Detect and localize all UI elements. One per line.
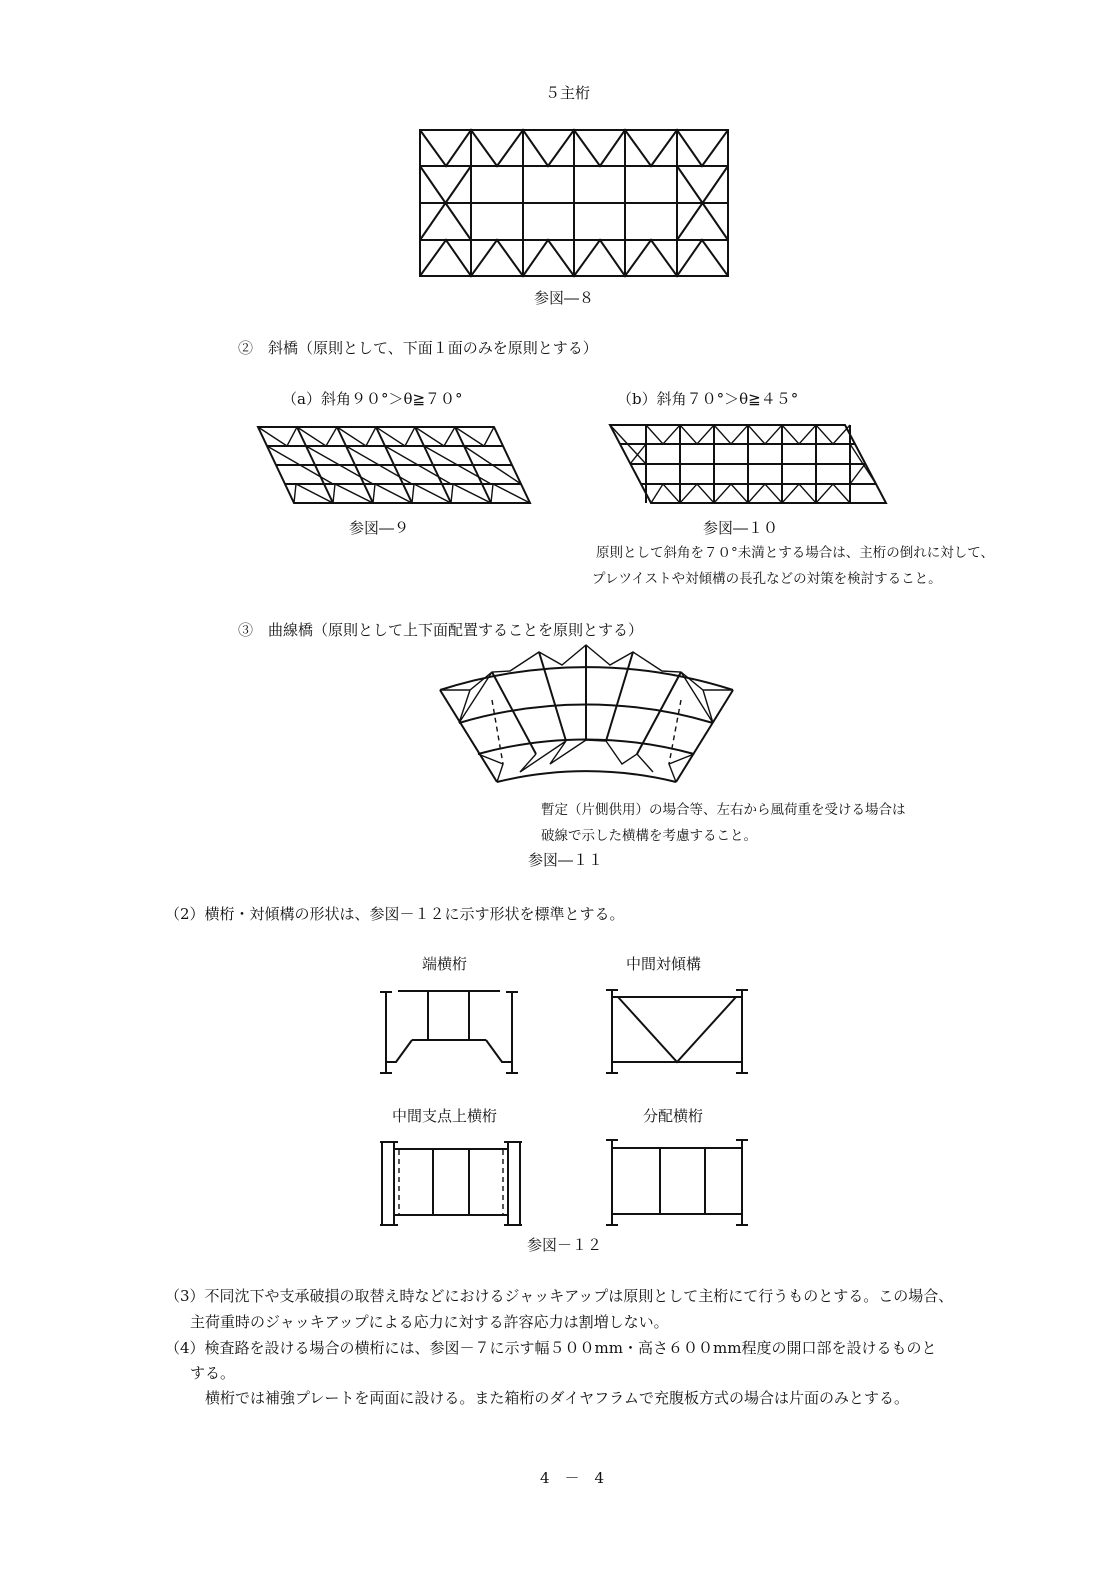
fig12-label-support-cross-beam: 中間支点上横桁 — [392, 1107, 498, 1125]
fig12-label-end-cross-beam: 端横桁 — [422, 955, 468, 973]
paragraph-4-line-3: 横桁では補強プレートを両面に設ける。また箱桁のダイヤフラムで充腹板方式の場合は片面のみとする。 — [205, 1389, 909, 1407]
fig12-label-intermediate-sway: 中間対傾構 — [626, 955, 702, 973]
fig12-caption: 参図－１２ — [527, 1236, 603, 1254]
paragraph-3-line-2: 主荷重時のジャッキアップによる応力に対する許容応力は割増しない。 — [190, 1313, 669, 1331]
page-number: 4 － 4 — [540, 1469, 605, 1487]
fig12-label-distribution-cross-beam: 分配横桁 — [643, 1107, 704, 1125]
fig10-note-line-2: プレツイストや対傾構の長孔などの対策を検討すること。 — [592, 571, 942, 587]
paragraph-4-line-2: する。 — [190, 1364, 236, 1382]
paragraph-2: （2）横桁・対傾構の形状は、参図－１２に示す形状を標準とする。 — [165, 905, 625, 923]
fig8-caption: 参図―８ — [534, 289, 595, 307]
fig9-label: （a）斜角９０°＞θ≧７０° — [282, 390, 463, 408]
fig10-note-line-1: 原則として斜角を７０°未満とする場合は、主桁の倒れに対して、 — [596, 545, 994, 561]
fig11-note-line-1: 暫定（片側供用）の場合等、左右から風荷重を受ける場合は — [541, 802, 906, 818]
section-curve-heading: ③ 曲線橋（原則として上下面配置することを原則とする） — [238, 621, 644, 639]
fig11-note-line-2: 破線で示した横構を考慮すること。 — [541, 828, 757, 844]
paragraph-3-line-1: （3）不同沈下や支承破損の取替え時などにおけるジャッキアップは原則として主桁にて行うものとする。この場合、 — [165, 1287, 954, 1305]
fig9-caption: 参図―９ — [349, 519, 410, 537]
section-skew-heading: ② 斜橋（原則として、下面１面のみを原則とする） — [238, 339, 598, 357]
paragraph-4-line-1: （4）検査路を設ける場合の横桁には、参図－７に示す幅５００mm・高さ６００mm程度の開口部を設けるものと — [165, 1339, 937, 1357]
fig10-caption: 参図―１０ — [703, 519, 779, 537]
fig10-label: （b）斜角７０°＞θ≧４５° — [617, 390, 799, 408]
fig8-title: ５主桁 — [545, 84, 591, 102]
fig11-caption: 参図―１１ — [528, 851, 604, 869]
